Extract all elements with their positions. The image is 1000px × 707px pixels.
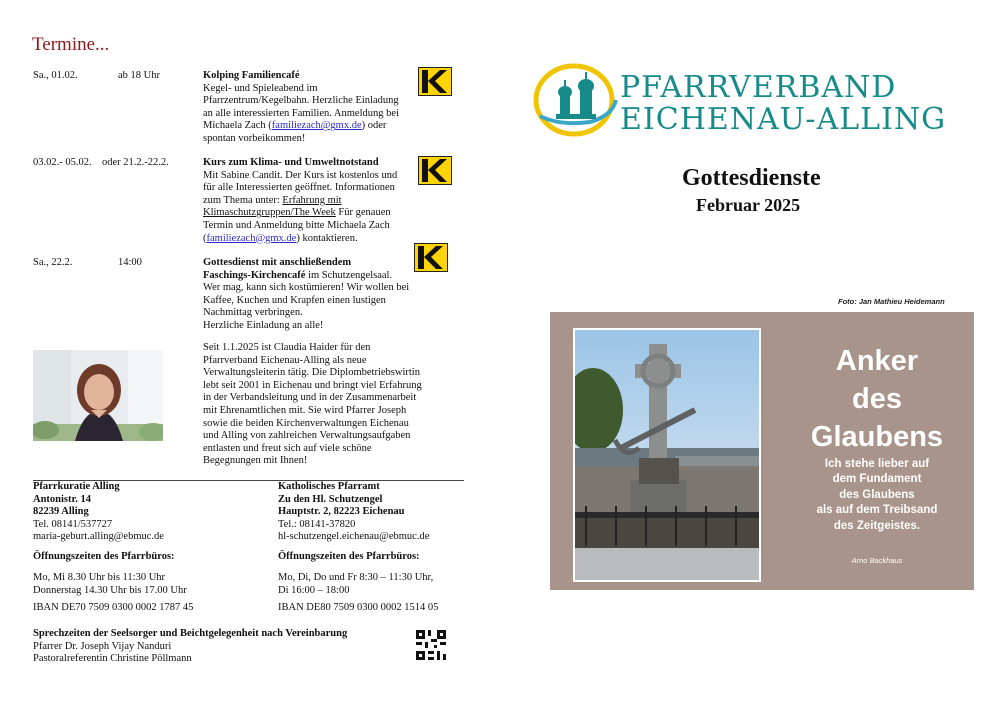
event-2-email-link[interactable]: familiezach@gmx.de	[206, 232, 297, 244]
event-2-link[interactable]: Erfahrung mit	[282, 194, 342, 206]
eichenau-tel: Tel.: 08141-37820	[278, 518, 356, 530]
bio-line: Verwaltungsleiterin tätig. Die Diplombetriebswirtin	[203, 367, 420, 379]
event-3-title: Gottesdienst mit anschließendem	[203, 257, 352, 268]
event-1-line: Kegel- und Spieleabend im	[203, 82, 318, 94]
footer-title: Sprechzeiten der Seelsorger und Beichtgelegenheit nach Vereinbarung	[33, 628, 348, 639]
event-3-line: Nachmittag verbringen.	[203, 307, 303, 319]
eichenau-name: Katholisches Pfarramt	[278, 481, 380, 492]
poster-title-line: Anker	[835, 345, 919, 377]
services-title: Gottesdienste	[682, 165, 821, 191]
eichenau-hours	[278, 572, 478, 597]
kolping-logo	[418, 67, 452, 101]
alling-email: maria-geburt.alling@ebmuc.de	[33, 531, 164, 543]
poster-quote-line: des Zeitgeistes.	[833, 519, 921, 532]
poster-quote	[794, 457, 960, 534]
brand-line-1: PFARRVERBAND	[620, 70, 897, 105]
kolping-logo	[414, 243, 448, 277]
eichenau-name2: Zu den Hl. Schutzengel	[278, 493, 383, 505]
kolping-k-icon	[418, 67, 452, 96]
alling-city: 82239 Alling	[33, 506, 89, 518]
memorial-photo	[573, 328, 761, 582]
event-1-email-link[interactable]: familiezach@gmx.de	[271, 120, 362, 132]
event-1-line: spontan vorbeikommen!	[203, 132, 306, 144]
poster-quote-line: als auf dem Treibsand	[816, 504, 938, 517]
event-2-link[interactable]: Klimaschutzgruppen/The Week	[203, 207, 336, 219]
eichenau-email: hl-schutzengel.eichenau@ebmuc.de	[278, 531, 430, 543]
eichenau-hours-line: Di 16:00 – 18:00	[278, 584, 350, 596]
portrait-image	[33, 350, 163, 441]
bio-line: lebt seit 2001 in Eichenau und bringt viel Erfahrung	[203, 379, 422, 391]
bio-line: Pfarrverband Eichenau-Alling als neue	[203, 354, 367, 366]
eichenau-address	[278, 481, 478, 544]
event-2-title: Kurs zum Klima- und Umweltnotstand	[203, 157, 379, 168]
event-1-line: an alle interessierten Familien. Anmeldung bei	[203, 107, 399, 119]
eichenau-iban: IBAN DE80 7509 0300 0002 1514 05	[278, 602, 439, 613]
eichenau-hours-title: Öffnungszeiten des Pfarrbüros:	[278, 551, 420, 562]
poster-title-line: Glaubens	[810, 421, 944, 453]
alling-iban: IBAN DE70 7509 0300 0002 1787 45	[33, 602, 194, 613]
footer	[33, 628, 413, 666]
celtic-cross-image	[575, 330, 759, 580]
alling-hours-line: Donnerstag 14.30 Uhr bis 17.00 Uhr	[33, 584, 187, 596]
anchor-poster	[550, 312, 974, 590]
qr-code[interactable]	[416, 630, 446, 660]
footer-line: Pfarrer Dr. Joseph Vijay Nanduri	[33, 640, 172, 652]
event-3-time: 14:00	[118, 257, 142, 268]
event-1-text	[203, 70, 428, 146]
event-1-line: ) oder	[361, 120, 387, 132]
bio-line: mit Ehrenamtlichen mit. Sie wird Pfarrer Joseph	[203, 404, 407, 416]
event-2-text	[203, 157, 428, 245]
event-2-line: Für genauen	[335, 207, 391, 219]
eichenau-street: Hauptstr. 2, 82223 Eichenau	[278, 506, 405, 518]
event-3-line: Herzliche Einladung an alle!	[203, 319, 324, 331]
event-3-line: im Schutzengelsaal.	[305, 269, 393, 281]
event-1-title: Kolping Familiencafé	[203, 70, 300, 81]
bio-line: Seit 1.1.2025 ist Claudia Haider für den	[203, 342, 371, 353]
alling-hours-line: Mo, Mi 8.30 Uhr bis 11:30 Uhr	[33, 572, 166, 583]
bio-text	[203, 342, 463, 468]
alling-hours-title: Öffnungszeiten des Pfarrbüros:	[33, 551, 175, 562]
bio-line: in der Verbandsleitung und in der Zusammenarbeit	[203, 392, 417, 404]
poster-quote-line: dem Fundament	[832, 473, 922, 486]
church-domes-icon	[530, 56, 622, 146]
event-2-line: Termin und Anmeldung bitte Michaela Zach	[203, 219, 390, 231]
event-2-line: (	[203, 232, 207, 244]
page-heading: Termine...	[32, 34, 110, 55]
event-3-line: Wer mag, kann sich kostümieren! Wir wollen bei	[203, 282, 410, 294]
alling-street: Antonistr. 14	[33, 493, 91, 505]
event-2-line: für alle Interessierten geöffnet. Informationen	[203, 182, 395, 194]
alling-hours	[33, 572, 263, 597]
event-1-line: Michaela Zach (	[203, 120, 272, 132]
bio-line: entlasten und freut sich auf viele schöne	[203, 442, 372, 454]
event-1-time: ab 18 Uhr	[118, 70, 160, 81]
alling-tel: Tel. 08141/537727	[33, 518, 113, 530]
kolping-logo	[418, 156, 452, 190]
alling-address	[33, 481, 263, 544]
event-3-date: Sa., 22.2.	[33, 257, 73, 268]
kolping-k-icon	[418, 156, 452, 185]
poster-quote-line: des Glaubens	[839, 488, 915, 501]
event-1-date: Sa., 01.02.	[33, 70, 78, 81]
pfarrverband-logo	[530, 56, 970, 146]
brand-line-2: EICHENAU-ALLING	[620, 102, 947, 137]
event-3-text	[203, 257, 428, 333]
event-2-line: Mit Sabine Candit. Der Kurs ist kostenlos und	[203, 169, 398, 181]
event-2-line: zum Thema unter:	[203, 194, 283, 206]
poster-title	[794, 342, 960, 456]
services-month: Februar 2025	[696, 195, 801, 215]
photo-credit: Foto: Jan Mathieu Heidemann	[838, 297, 945, 306]
poster-quote-author: Arno Backhaus	[851, 556, 903, 565]
eichenau-hours-line: Mo, Di, Do und Fr 8:30 – 11:30 Uhr,	[278, 572, 434, 583]
event-1-line: Pfarrzentrum/Kegelbahn. Herzliche Einladung	[203, 95, 399, 107]
event-3-title: Faschings-Kirchencafé	[203, 269, 306, 281]
qr-code-icon	[416, 630, 446, 660]
bio-line: und Alling von zahlreichen Verwaltungsaufgaben	[203, 430, 411, 442]
portrait-photo	[33, 350, 163, 441]
bio-line: Begegnungen mit Ihnen!	[203, 455, 308, 467]
footer-line: Pastoralreferentin Christine Pöllmann	[33, 653, 192, 665]
bio-line: sowie die beiden Kirchenverwaltungen Eichenau	[203, 417, 409, 429]
poster-title-line: des	[852, 383, 902, 415]
alling-name: Pfarrkuratie Alling	[33, 481, 120, 492]
poster-quote-line: Ich stehe lieber auf	[824, 458, 930, 470]
event-2-line: ) kontaktieren.	[296, 232, 358, 244]
event-3-line: Kaffee, Kuchen und Krapfen einen lustigen	[203, 294, 386, 306]
event-2-date: 03.02.- 05.02.	[33, 157, 92, 168]
event-2-time: oder 21.2.-22.2.	[102, 157, 169, 168]
kolping-k-icon	[414, 243, 448, 272]
